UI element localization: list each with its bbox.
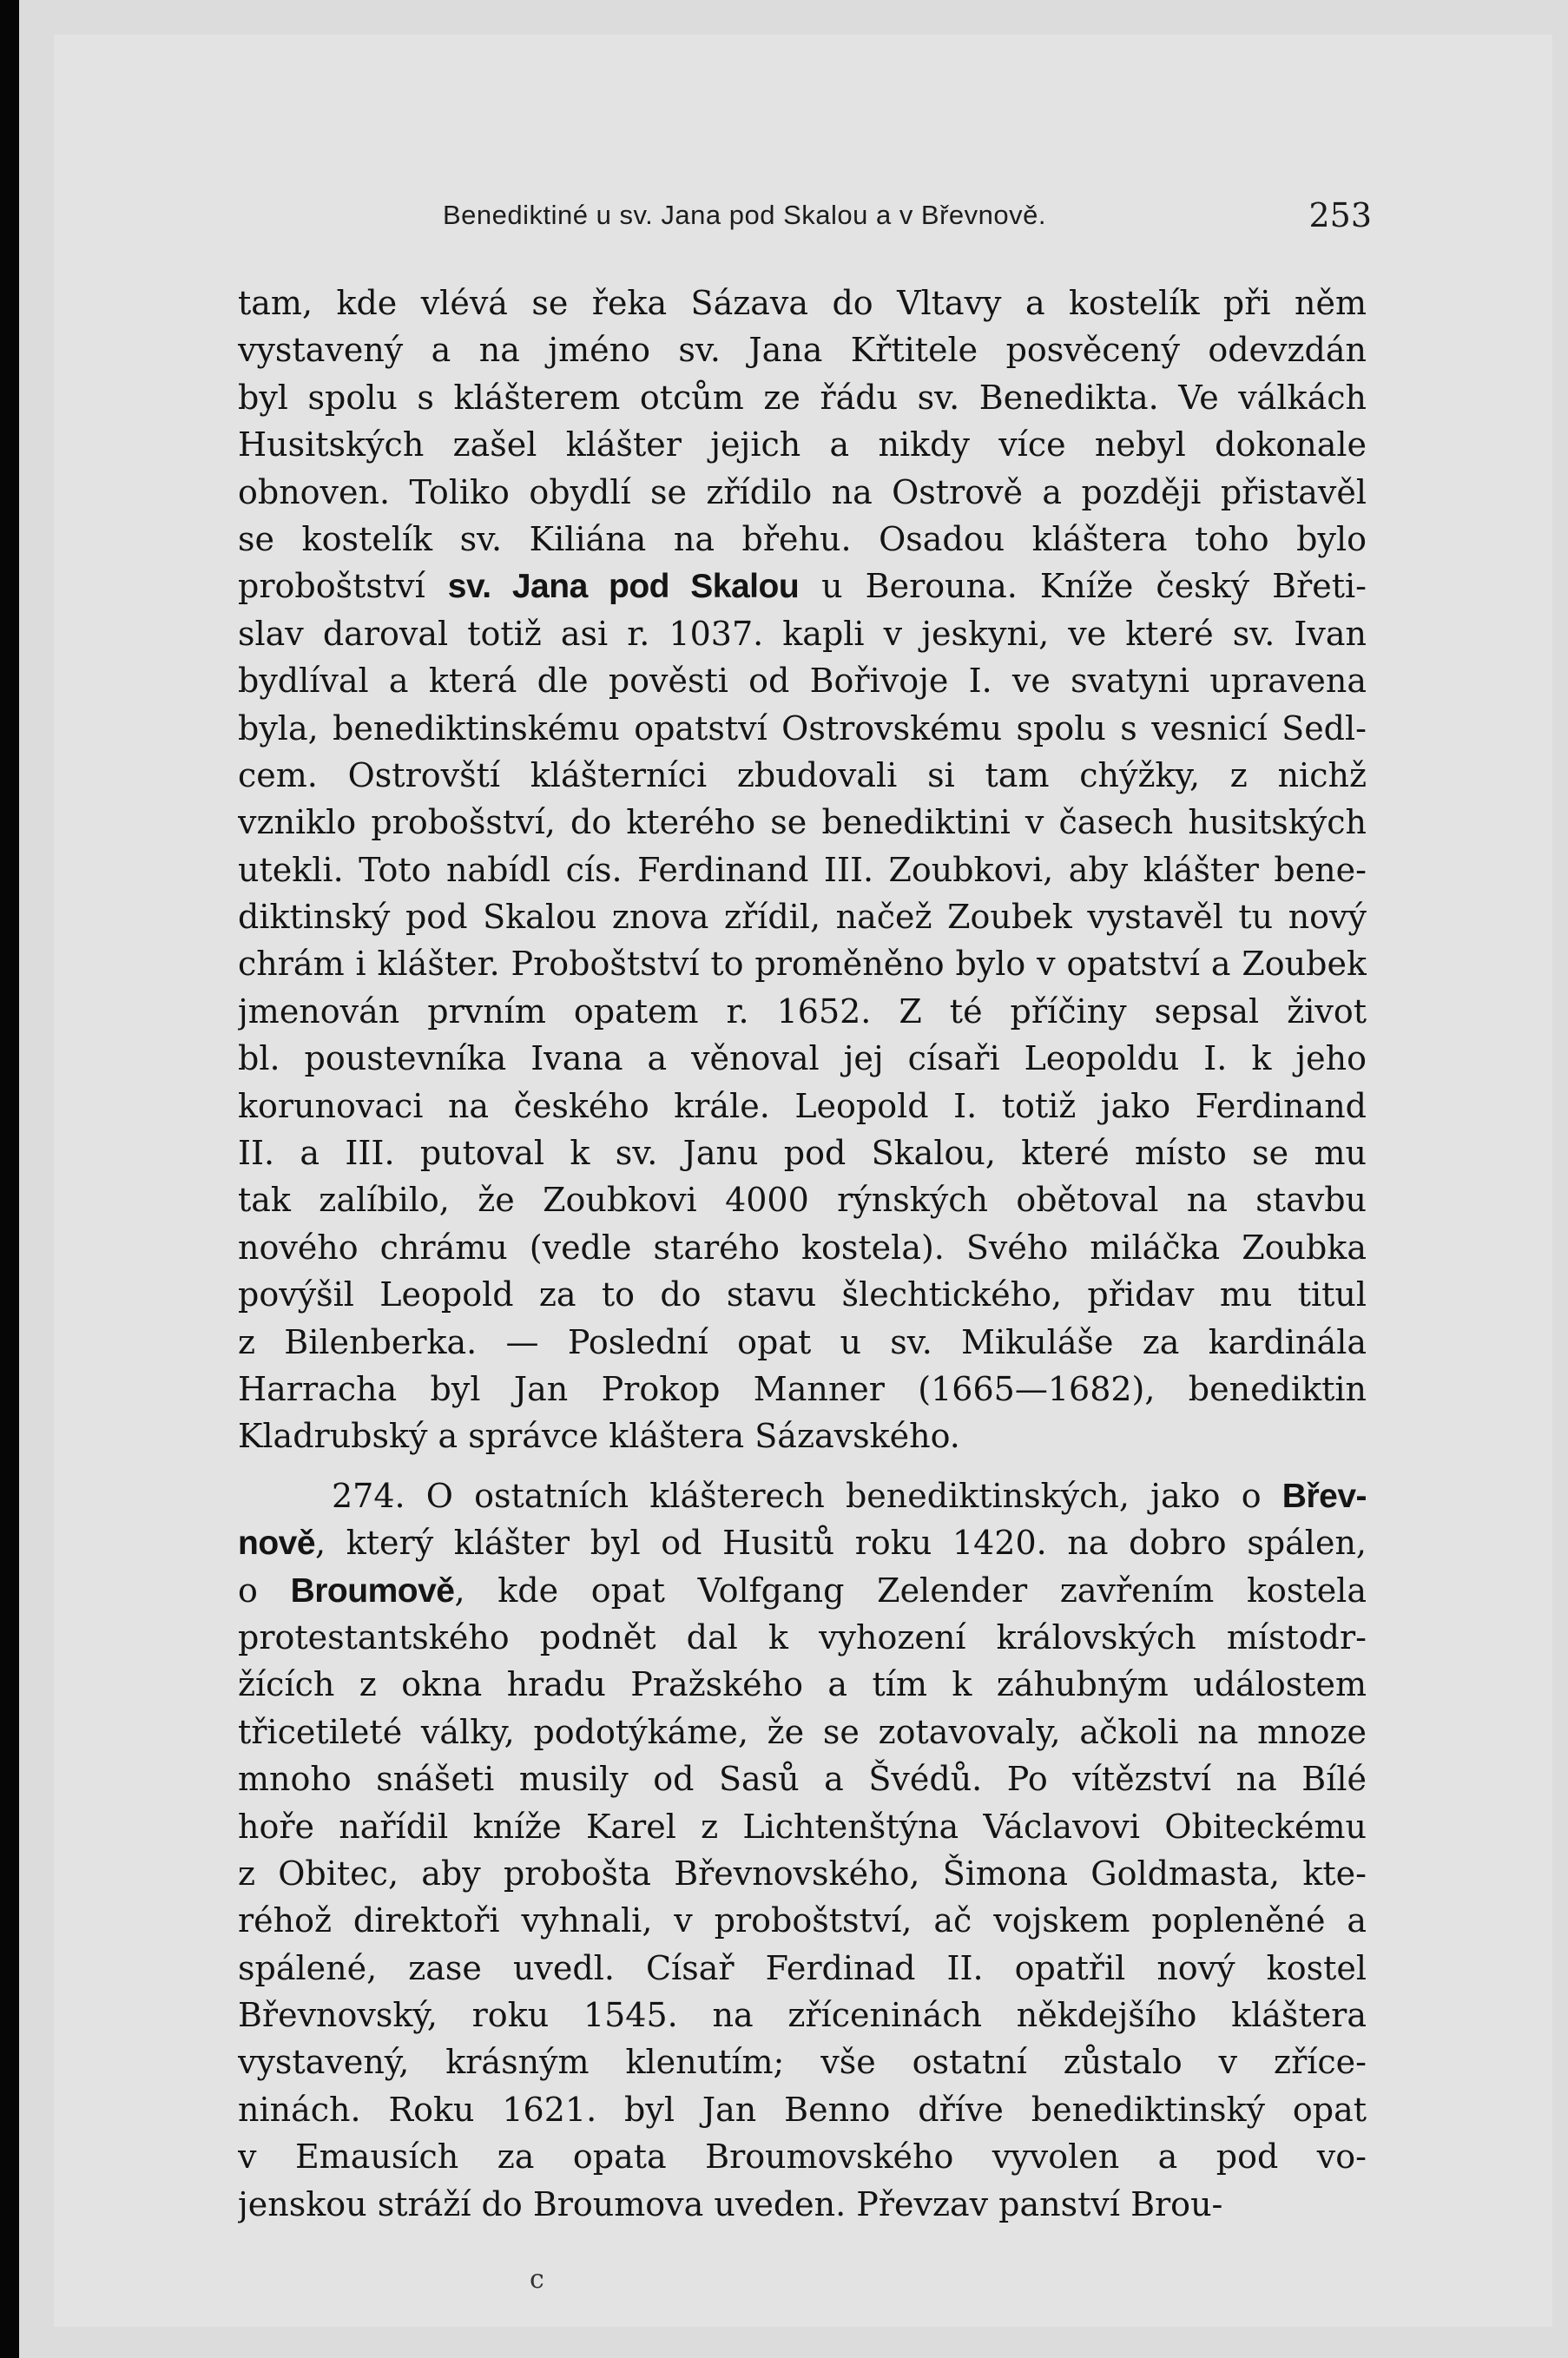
text-segment: povýšil Leopold za to do stavu šlechtického, přidav mu titul (238, 1275, 1367, 1314)
text-line (238, 610, 1367, 657)
text-line (238, 280, 1367, 326)
page-header (443, 196, 1372, 252)
text-segment: tam, kde vlévá se řeka Sázava do Vltavy a kostelík při něm (238, 284, 1367, 322)
text-segment: byla, benediktinskému opatství Ostrovskému spolu s vesnicí Sedl- (238, 708, 1367, 748)
text-segment: o (238, 1571, 291, 1610)
text-segment: se kostelík sv. Kiliána na břehu. Osadou kláštera toho bylo (238, 519, 1367, 558)
text-segment: vzniklo probošství, do kterého se benediktini v časech husitských (238, 803, 1367, 842)
scanned-sheet (19, 0, 1568, 2358)
body-text (238, 280, 1367, 2228)
text-segment: Kladrubský a správce kláštera Sázavského. (238, 1417, 960, 1456)
text-line (238, 2133, 1367, 2180)
text-segment: u Berouna. Kníže český Břeti- (799, 567, 1367, 606)
text-line (238, 326, 1367, 373)
text-line (238, 1567, 1367, 1614)
text-line (238, 1366, 1367, 1413)
text-segment: z Obitec, aby probošta Břevnovského, Šimona Goldmasta, kte- (238, 1854, 1367, 1893)
text-segment: žících z okna hradu Pražského a tím k záhubným událostem (238, 1665, 1367, 1704)
text-line (238, 2086, 1367, 2133)
text-segment: 274. O ostatních klášterech benediktinských, jako o (332, 1476, 1282, 1515)
text-line (238, 1224, 1367, 1271)
text-segment: chrám i klášter. Proboštství to proměněno bylo v opatství a Zoubek (238, 945, 1367, 984)
text-line (238, 1413, 1367, 1459)
text-line (238, 1083, 1367, 1130)
text-line (238, 657, 1367, 704)
text-segment: vystavený, krásným klenutím; vše ostatní zůstalo v zříce- (238, 2043, 1367, 2082)
text-segment: vystavený a na jméno sv. Jana Křtitele posvěcený odevzdán (238, 331, 1367, 370)
text-segment: nového chrámu (vedle starého kostela). Svého miláčka Zoubka (238, 1228, 1367, 1267)
text-line (238, 1519, 1367, 1566)
book-page (54, 35, 1552, 2327)
running-head: Benediktiné u sv. Jana pod Skalou a v Břevnově. (443, 200, 1047, 230)
text-segment: jenskou stráží do Broumova uveden. Převzav panství Brou- (238, 2184, 1223, 2223)
text-line (238, 1319, 1367, 1366)
text-segment: korunovaci na českého krále. Leopold I. totiž jako Ferdinand (238, 1086, 1367, 1125)
bold-term: nově (238, 1525, 316, 1563)
text-line (238, 893, 1367, 940)
text-segment: jmenován prvním opatem r. 1652. Z té příčiny sepsal život (238, 991, 1367, 1031)
text-segment: mnoho snášeti musily od Sasů a Švédů. Po vítězství na Bílé (238, 1760, 1367, 1799)
text-line (238, 940, 1367, 987)
text-line (238, 421, 1367, 468)
text-segment: utekli. Toto nabídl cís. Ferdinand III. Zoubkovi, aby klášter bene- (238, 850, 1367, 889)
text-line (238, 2039, 1367, 2085)
text-segment: II. a III. putoval k sv. Janu pod Skalou, které místo se mu (238, 1134, 1367, 1173)
text-segment: spálené, zase uvedl. Císař Ferdinad II. opatřil nový kostel (238, 1948, 1367, 1987)
text-segment: tak zalíbilo, že Zoubkovi 4000 rýnských obětoval na stavbu (238, 1181, 1367, 1220)
text-line (238, 1614, 1367, 1661)
text-line (238, 1472, 1367, 1519)
text-segment: v Emausích za opata Broumovského vyvolen a pod vo- (238, 2137, 1367, 2177)
text-line (238, 469, 1367, 516)
text-line (238, 1803, 1367, 1850)
text-line (238, 1271, 1367, 1318)
text-line (238, 563, 1367, 609)
text-line (238, 374, 1367, 421)
text-segment: protestantského podnět dal k vyhození královských místodr- (238, 1617, 1367, 1657)
text-line (238, 799, 1367, 846)
text-segment: hoře nařídil kníže Karel z Lichtenštýna Václavovi Obiteckému (238, 1807, 1367, 1846)
stray-mark: c (530, 2264, 544, 2295)
text-line (238, 1661, 1367, 1708)
text-line (238, 1755, 1367, 1802)
text-line (238, 752, 1367, 799)
text-segment: diktinský pod Skalou znova zřídil, načež Zoubek vystavěl tu nový (238, 898, 1367, 937)
text-line (238, 516, 1367, 563)
text-line (238, 1130, 1367, 1176)
text-segment: Břevnovský, roku 1545. na zříceninách někdejšího kláštera (238, 1996, 1367, 2035)
text-segment: bydlíval a která dle pověsti od Bořivoje I. ve svatyni upravena (238, 662, 1367, 701)
scan-edge (0, 0, 19, 2358)
bold-term: sv. Jana pod Skalou (447, 568, 800, 606)
text-segment: z Bilenberka. — Poslední opat u sv. Mikuláše za kardinála (238, 1322, 1367, 1361)
text-segment: Harracha byl Jan Prokop Manner (1665—1682), benediktin (238, 1369, 1367, 1408)
text-segment: bl. poustevníka Ivana a věnoval jej císaři Leopoldu I. k jeho (238, 1039, 1367, 1078)
bold-term: Břev- (1281, 1477, 1367, 1515)
bold-term: Broumově (290, 1571, 455, 1610)
text-segment: Husitských zašel klášter jejich a nikdy více nebyl dokonale (238, 425, 1367, 464)
text-line (238, 2181, 1367, 2228)
text-segment: byl spolu s klášterem otcům ze řádu sv. Benedikta. Ve válkách (238, 378, 1367, 417)
text-segment: , kde opat Volfgang Zelender zavřením kostela (454, 1571, 1367, 1610)
page-number: 253 (1308, 196, 1372, 234)
text-line (238, 1035, 1367, 1082)
text-segment: réhož direktoři vyhnali, v proboštství, ač vojskem popleněné a (238, 1901, 1367, 1940)
text-line (238, 1945, 1367, 1992)
text-line (238, 705, 1367, 752)
text-segment: slav daroval totiž asi r. 1037. kapli v jeskyni, ve které sv. Ivan (238, 614, 1367, 653)
text-line (238, 1176, 1367, 1223)
text-line (238, 988, 1367, 1035)
text-line (238, 1992, 1367, 2039)
text-segment: ninách. Roku 1621. byl Jan Benno dříve benediktinský opat (238, 2090, 1367, 2129)
text-segment: obnoven. Toliko obydlí se zřídilo na Ostrově a později přistavěl (238, 472, 1367, 511)
text-segment: cem. Ostrovští klášterníci zbudovali si tam chýžky, z nichž (238, 755, 1367, 794)
text-line (238, 1897, 1367, 1944)
text-line (238, 846, 1367, 893)
text-segment: , který klášter byl od Husitů roku 1420. na dobro spálen, (315, 1524, 1367, 1563)
text-segment: proboštství (238, 567, 448, 606)
text-line (238, 1709, 1367, 1755)
text-segment: třicetileté války, podotýkáme, že se zotavovaly, ačkoli na mnoze (238, 1712, 1367, 1751)
text-line (238, 1850, 1367, 1897)
